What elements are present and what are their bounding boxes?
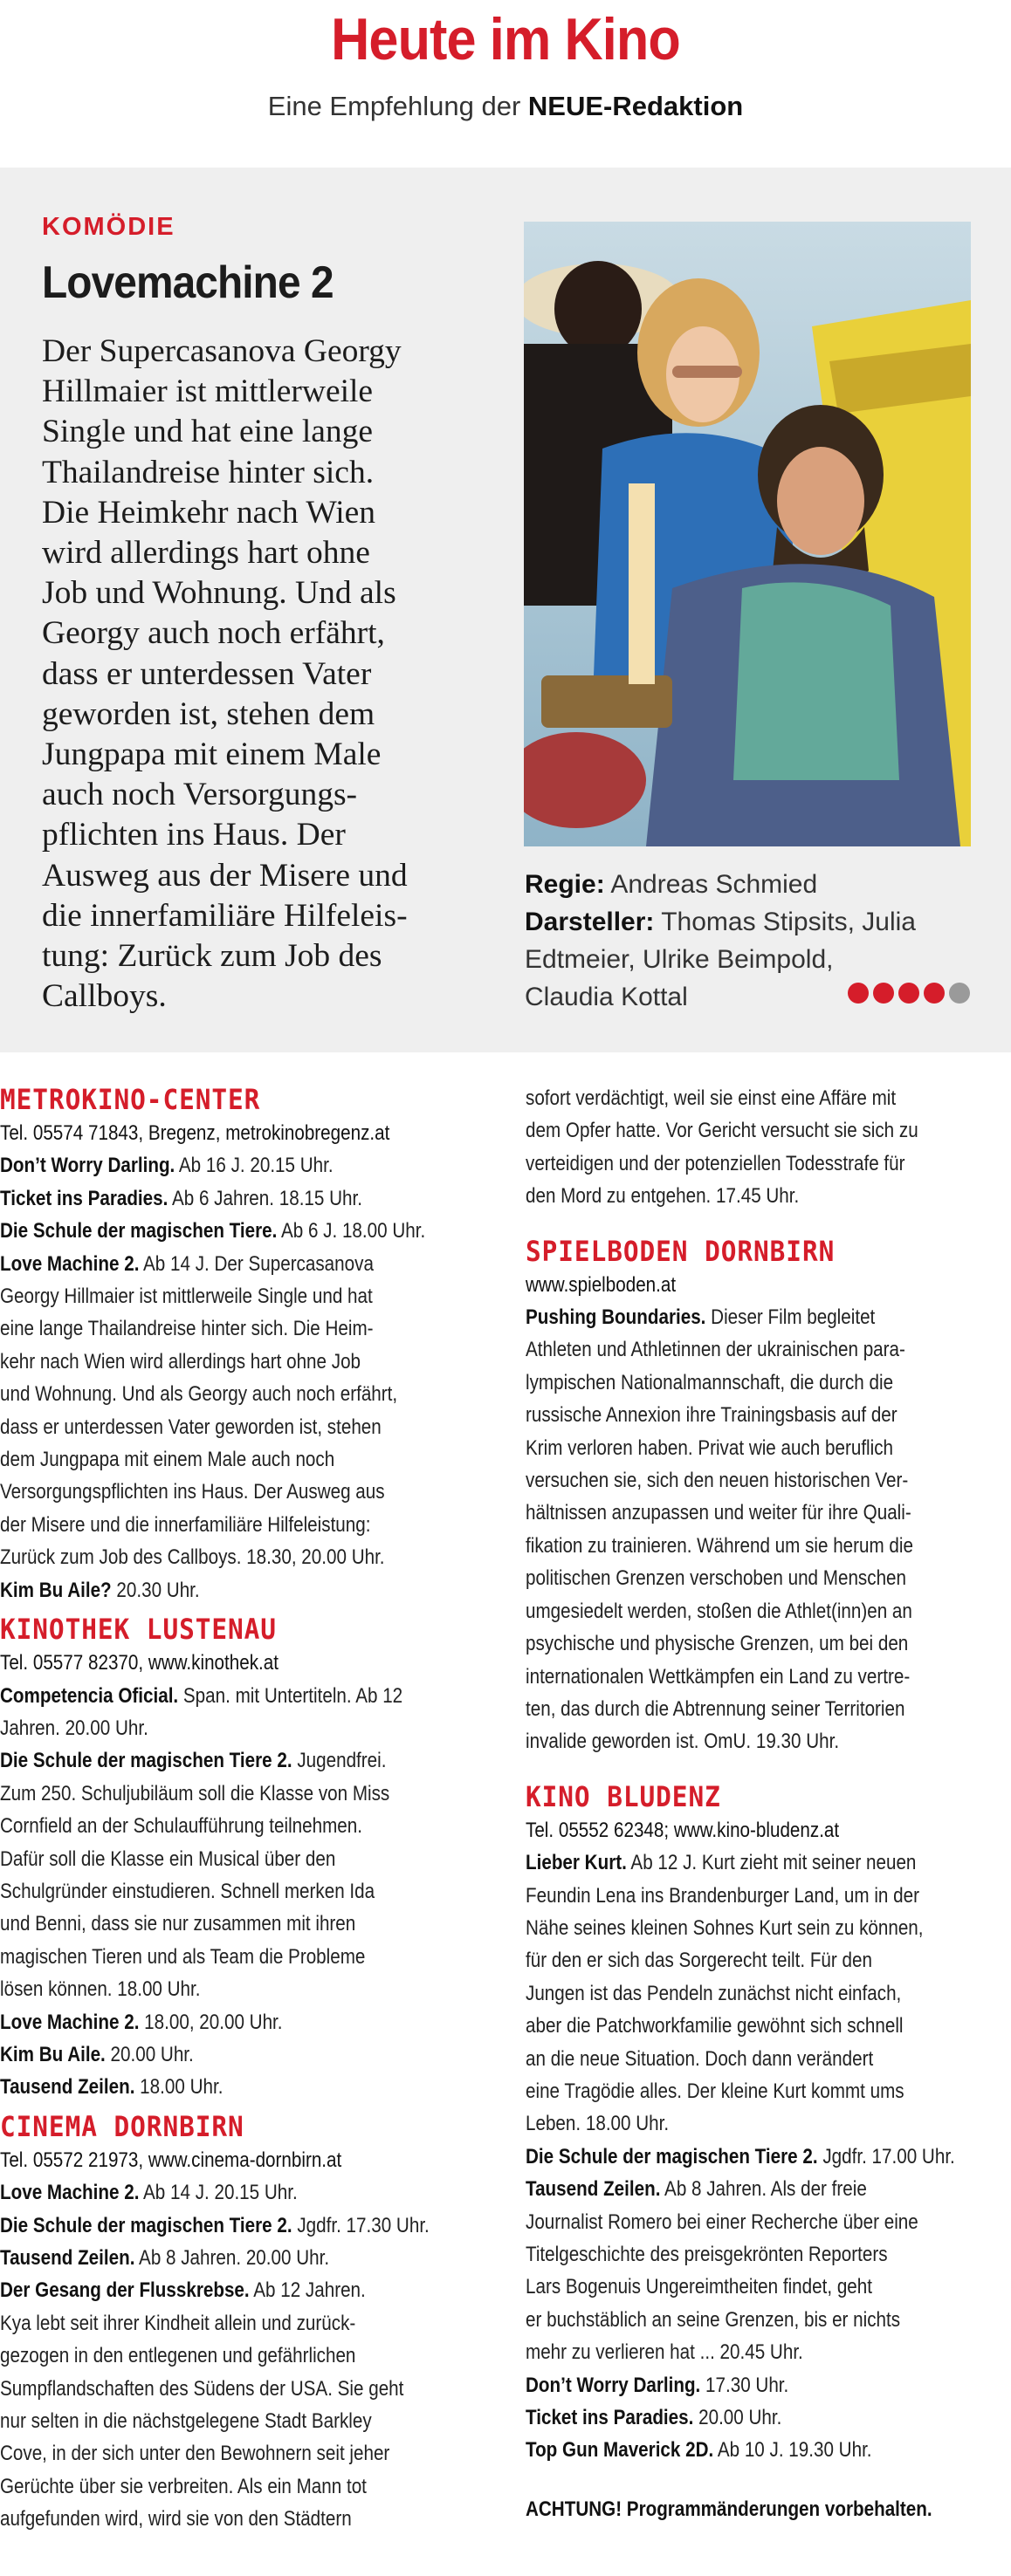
subtitle-prefix: Eine Empfehlung der [267,91,528,121]
spacer [526,1213,1011,1234]
listing-details: gezogen in den entlegenen und gefährlichen [0,2344,356,2368]
listing-details: Jungen ist das Pendeln zunächst nicht einfach, [526,1981,902,2005]
cinema-contact [526,1814,1011,1846]
listing-text-line [526,2336,1011,2368]
listing-text-line [526,1530,1011,1562]
film-title: ACHTUNG! Programmänderungen vorbehalten. [526,2497,932,2521]
film-title: Die Schule der magischen Tiere. [0,1219,278,1243]
page-subtitle [0,91,1011,122]
cinema-name: SPIELBODEN DORNBIRN [526,1234,836,1268]
listing-text-line [0,2503,488,2535]
listing-details: ten, das durch die Abtrennung seiner Territorien [526,1696,905,1721]
listing-text-line [526,2043,1011,2075]
feature-body-line: Georgy auch noch erfährt, [42,615,385,652]
listings-column-right [526,1082,1011,2525]
movie-photo-illustration [524,222,971,846]
rating-dot [848,983,869,1004]
feature-genre: KOMÖDIE [42,213,175,241]
listing-details: Krim verloren haben. Privat wie auch beruflich [526,1435,894,1460]
listing-details: dem Opfer hatte. Vor Gericht versucht sie sich zu [526,1119,918,1143]
feature-title: Lovemachine 2 [42,257,334,308]
listing-details: Jugendfrei. [292,1749,387,1773]
listing-details: kehr nach Wien wird allerdings hart ohne Job [0,1349,361,1374]
listing-entry [526,2434,1011,2466]
listing-details: aber die Patchworkfamilie gewöhnt sich schnell [526,2014,904,2038]
listing-text-line [526,2206,1011,2238]
cinema-name: CINEMA DORNBIRN [0,2109,244,2143]
listing-details: lösen können. 18.00 Uhr. [0,1977,201,2002]
cinema-contact [0,1117,488,1149]
listing-entry [0,2242,488,2274]
spacer [526,1758,1011,1779]
darsteller-value-1: Thomas Stipsits, Julia [654,908,916,936]
listing-text-line [0,1378,488,1410]
listing-text-line [0,1476,488,1508]
movie-photo [524,222,971,846]
listing-text-line [526,1562,1011,1594]
listing-details: Jgdfr. 17.30 Uhr. [292,2213,430,2237]
listing-details: Versorgungspflichten ins Haus. Der Ausweg aus [0,1480,385,1504]
listing-text-line [0,2307,488,2340]
listing-text-line [0,1810,488,1842]
feature-body-line: geworden ist, stehen dem [42,695,375,732]
listing-details: internationalen Wettkämpfen ein Land zu vertre- [526,1664,911,1689]
listing-entry [526,1846,1011,1879]
rating-dots [848,983,970,1004]
film-title: Pushing Boundaries. [526,1305,706,1330]
subtitle-publisher: NEUE-Redaktion [527,91,744,121]
listing-entry [0,1744,488,1777]
listing-text-line [526,1944,1011,1977]
page-header [0,0,1011,168]
listing-details: verteidigen und der potenziellen Todesstrafe für [526,1151,905,1175]
listing-details: Jgdfr. 17.00 Uhr. [817,2144,955,2168]
credits-line-cast-3: Claudia Kottal [525,983,688,1011]
feature-body [42,332,513,1017]
listing-details: eine lange Thailandreise hinter sich. Die Heim- [0,1317,374,1341]
listing-details: 20.00 Uhr. [105,2042,194,2066]
listing-details: Gerüchte über sie verbreiten. Als ein Mann tot [0,2474,367,2498]
listing-text-line [0,2405,488,2437]
film-title: Lieber Kurt. [526,1851,627,1875]
feature-box [0,168,1011,1052]
listing-details: nur selten in die nächstgelegene Stadt Barkley [0,2409,372,2434]
listing-details: und Benni, dass sie nur zusammen mit ihren [0,1912,356,1936]
feature-body-line: die innerfamiliäre Hilfeleis- [42,897,408,934]
listing-details: Lars Bogenuis Ungereimtheiten findet, geht [526,2275,872,2299]
regie-value: Andreas Schmied [604,870,818,899]
listing-details: umgesiedelt werden, stoßen die Athlet(inn)en an [526,1599,912,1623]
cinema-name: KINO BLUDENZ [526,1779,721,1813]
listing-details: russische Annexion ihre Trainingsbasis auf der [526,1403,898,1428]
listing-details: Tel. 05552 62348; www.kino-bludenz.at [526,1818,840,1842]
feature-body-line: auch noch Versorgungs- [42,777,358,813]
listing-text-line [526,1661,1011,1693]
film-title: Die Schule der magischen Tiere 2. [0,1749,292,1773]
listing-details: Leben. 18.00 Uhr. [526,2112,670,2136]
listing-text-line [0,2373,488,2405]
listing-entry [526,2493,1011,2525]
cinema-name: KINOTHEK LUSTENAU [0,1613,277,1647]
listing-text-line [526,1399,1011,1431]
feature-body-line: Jungpapa mit einem Male [42,736,382,773]
listing-entry [0,1182,488,1215]
listing-entry [0,2176,488,2209]
listing-details: Ab 14 J. 20.15 Uhr. [139,2181,298,2205]
listing-text-line [0,1973,488,2005]
feature-body-line: Job und Wohnung. Und als [42,575,396,612]
listing-entry [0,2071,488,2103]
listing-details: Sumpflandschaften des Südens der USA. Sie geht [0,2376,404,2401]
listing-details: Ab 12 Jahren. [249,2278,366,2303]
listing-details: Tel. 05577 82370, www.kinothek.at [0,1651,279,1675]
listing-text-line [0,1312,488,1345]
listing-text-line [0,1875,488,1908]
feature-body-line: tung: Zurück zum Job des [42,938,382,975]
cinema-contact [0,2144,488,2176]
listing-text-line [526,1148,1011,1180]
film-title: Love Machine 2. [0,1251,140,1276]
cinema-contact [0,1647,488,1679]
listing-details: Ab 14 J. Der Supercasanova [139,1251,374,1276]
rating-dot [873,983,894,1004]
rating-dot [898,983,919,1004]
credits-line-cast-2: Edtmeier, Ulrike Beimpold, [525,945,834,974]
film-title: Kim Bu Aile. [0,2042,106,2066]
listing-text-line [0,1411,488,1443]
listing-text-line [526,1912,1011,1944]
listing-entry [526,1301,1011,1333]
listing-details: der Misere und die innerfamiliäre Hilfeleistung: [0,1512,371,1537]
film-title: Kim Bu Aile? [0,1578,112,1602]
listing-text-line [0,1712,488,1744]
listing-text-line [0,1908,488,1940]
listing-text-line [0,1541,488,1573]
listing-text-line [0,2437,488,2470]
listing-text-line [0,1778,488,1810]
listing-entry [0,2209,488,2242]
listing-entry [0,1215,488,1247]
feature-body-line: Die Heimkehr nach Wien [42,494,376,531]
listing-text-line [526,2075,1011,2107]
listing-details: fikation zu trainieren. Während um sie herum die [526,1533,913,1558]
listing-details: für den er sich das Sorgerecht teilt. Für den [526,1949,872,1973]
cinema-name: METROKINO-CENTER [0,1083,261,1116]
listing-text-line [0,1843,488,1875]
film-title: Competencia Oficial. [0,1683,179,1708]
listing-details: und Wohnung. Und als Georgy auch noch erfährt, [0,1382,398,1407]
listing-text-line [526,1880,1011,1912]
listing-details: Ab 8 Jahren. 20.00 Uhr. [134,2246,330,2270]
feature-body-line: Ausweg aus der Misere und [42,857,408,894]
listing-details: lympischen Nationalmannschaft, die durch die [526,1370,894,1394]
listing-text-line [526,1725,1011,1757]
listing-details: Ab 16 J. 20.15 Uhr. [175,1154,334,1178]
film-title: Die Schule der magischen Tiere 2. [0,2213,292,2237]
cinema-contact [526,1269,1011,1301]
page-title: Heute im Kino [331,6,680,72]
listing-details: Nähe seines kleinen Sohnes Kurt sein zu können, [526,1915,924,1940]
listing-entry [526,2401,1011,2434]
film-title: Tausend Zeilen. [0,2246,135,2270]
listing-details: Ab 8 Jahren. Als der freie [660,2177,867,2202]
listing-details: Tel. 05572 21973, www.cinema-dornbirn.at [0,2148,342,2172]
listing-entry [0,1680,488,1712]
listing-details: invalide geworden ist. OmU. 19.30 Uhr. [526,1730,840,1754]
listing-details: Tel. 05574 71843, Bregenz, metrokinobregenz.at [0,1121,390,1145]
listing-details: 20.00 Uhr. [693,2406,782,2430]
listing-details: magischen Tieren und als Team die Probleme [0,1944,366,1969]
listing-text-line [526,1693,1011,1725]
listing-details: Dafür soll die Klasse ein Musical über den [0,1846,336,1871]
listing-text-line [0,1346,488,1378]
feature-body-line: pflichten ins Haus. Der [42,817,346,853]
regie-label: Regie: [525,870,605,899]
rating-dot [924,983,945,1004]
listing-text-line [526,2271,1011,2303]
listing-text-line [526,1464,1011,1497]
film-title: Die Schule der magischen Tiere 2. [526,2144,818,2168]
film-title: Love Machine 2. [0,2010,140,2034]
listing-entry [0,1149,488,1182]
listing-text-line [526,2238,1011,2271]
listing-text-line [0,1509,488,1541]
listing-details: den Mord zu entgehen. 17.45 Uhr. [526,1184,800,1209]
listing-details: www.spielboden.at [526,1272,677,1297]
listing-details: Zurück zum Job des Callboys. 18.30, 20.00 Uhr. [0,1545,385,1570]
listing-text-line [526,1977,1011,2010]
credits-line-director [525,866,979,903]
listing-details: dass er unterdessen Vater geworden ist, stehen [0,1415,382,1439]
listing-text-line [0,2340,488,2372]
feature-body-line: Der Supercasanova Georgy [42,333,402,369]
listing-entry [526,2369,1011,2401]
listing-text-line [526,1497,1011,1529]
listing-text-line [526,1595,1011,1627]
listing-details: Kya lebt seit ihrer Kindheit allein und zurück- [0,2311,356,2335]
film-title: Ticket ins Paradies. [526,2406,694,2430]
listing-details: Athleten und Athletinnen der ukrainischen para- [526,1338,905,1362]
listing-details: hältnissen anzupassen und weiter für ihre Quali- [526,1501,911,1525]
listing-details: aufgefunden wird, wird sie von den Städtern [0,2507,352,2531]
listing-details: versuchen sie, sich den neuen historischen Ver- [526,1469,909,1493]
feature-body-line: wird allerdings hart ohne [42,535,370,572]
listing-details: politischen Grenzen verschoben und Menschen [526,1566,907,1591]
listing-text-line [0,1941,488,1973]
listing-text-line [526,1333,1011,1366]
film-title: Der Gesang der Flusskrebse. [0,2278,250,2303]
listing-text-line [0,1280,488,1312]
cinema-listings [0,1082,1011,2576]
listing-details: Georgy Hillmaier ist mittlerweile Single und hat [0,1285,373,1309]
film-title: Love Machine 2. [0,2181,140,2205]
listing-details: Ab 12 J. Kurt zieht mit seiner neuen [626,1851,917,1875]
listing-details: Titelgeschichte des preisgekrönten Reporters [526,2243,888,2266]
listing-details: Ab 6 J. 18.00 Uhr. [277,1219,426,1243]
listing-entry [526,2173,1011,2205]
credits-line-cast [525,903,979,941]
listing-details: Cornfield an der Schulaufführung teilnehmen. [0,1814,362,1839]
listing-details: 18.00, 20.00 Uhr. [139,2010,283,2034]
feature-body-line: Callboys. [42,978,167,1015]
listing-entry [0,1574,488,1607]
listings-column-left [0,1082,489,2536]
spacer [526,2467,1011,2488]
rating-dot [949,983,970,1004]
listing-details: dem Jungpapa mit einem Male auch noch [0,1448,335,1472]
film-title: Don’t Worry Darling. [0,1154,175,1178]
listing-details: psychische und physische Grenzen, um bei den [526,1632,909,1656]
listing-details: Dieser Film begleitet [705,1305,876,1330]
listing-details: sofort verdächtigt, weil sie einst eine Affäre mit [526,1086,897,1110]
listing-details: eine Tragödie alles. Der kleine Kurt kommt ums [526,2079,904,2103]
listing-text-line [526,1082,1011,1114]
film-title: Tausend Zeilen. [526,2177,661,2202]
listing-details: Feundin Lena ins Brandenburger Land, um in der [526,1883,919,1908]
listing-text-line [526,1627,1011,1660]
feature-body-line: Thailandreise hinter sich. [42,454,375,490]
listing-entry [0,1248,488,1280]
listing-text-line [526,2010,1011,2042]
listing-text-line [526,1367,1011,1399]
listing-text-line [0,1443,488,1476]
listing-details: 17.30 Uhr. [700,2373,789,2397]
listing-text-line [526,1114,1011,1147]
listing-text-line [526,1180,1011,1212]
listing-details: Ab 6 Jahren. 18.15 Uhr. [168,1186,362,1210]
listing-details: Zum 250. Schuljubiläum soll die Klasse von Miss [0,1781,390,1805]
darsteller-label: Darsteller: [525,908,655,936]
feature-body-line: dass er unterdessen Vater [42,655,372,692]
film-title: Ticket ins Paradies. [0,1186,168,1210]
listing-entry [0,2006,488,2038]
listing-details: Journalist Romero bei einer Recherche über eine [526,2209,918,2234]
listing-details: 18.00 Uhr. [134,2075,224,2100]
listing-text-line [0,2470,488,2503]
listing-details: an die neue Situation. Doch dann verändert [526,2046,874,2071]
film-title: Tausend Zeilen. [0,2075,135,2100]
film-title: Don’t Worry Darling. [526,2373,701,2397]
listing-details: mehr zu verlieren hat ... 20.45 Uhr. [526,2340,803,2365]
listing-details: 20.30 Uhr. [111,1578,200,1602]
feature-body-line: Hillmaier ist mittlerweile [42,373,374,410]
listing-details: Span. mit Untertiteln. Ab 12 [178,1683,403,1708]
listing-details: Jahren. 20.00 Uhr. [0,1716,148,1740]
listing-details: er buchstäblich an seine Grenzen, bis er nichts [526,2307,901,2332]
feature-body-line: Single und hat eine lange [42,414,374,450]
listing-entry [0,2274,488,2306]
listing-text-line [526,2304,1011,2336]
listing-details: Schulgründer einstudieren. Schnell merken Ida [0,1879,375,1903]
listing-text-line [526,2107,1011,2140]
listing-details: Cove, in der sich unter den Bewohnern seit jeher [0,2442,390,2466]
listing-entry [0,2038,488,2071]
listing-details: Ab 10 J. 19.30 Uhr. [713,2438,872,2463]
listing-entry [526,2141,1011,2173]
film-title: Top Gun Maverick 2D. [526,2438,714,2463]
listing-text-line [526,1432,1011,1464]
